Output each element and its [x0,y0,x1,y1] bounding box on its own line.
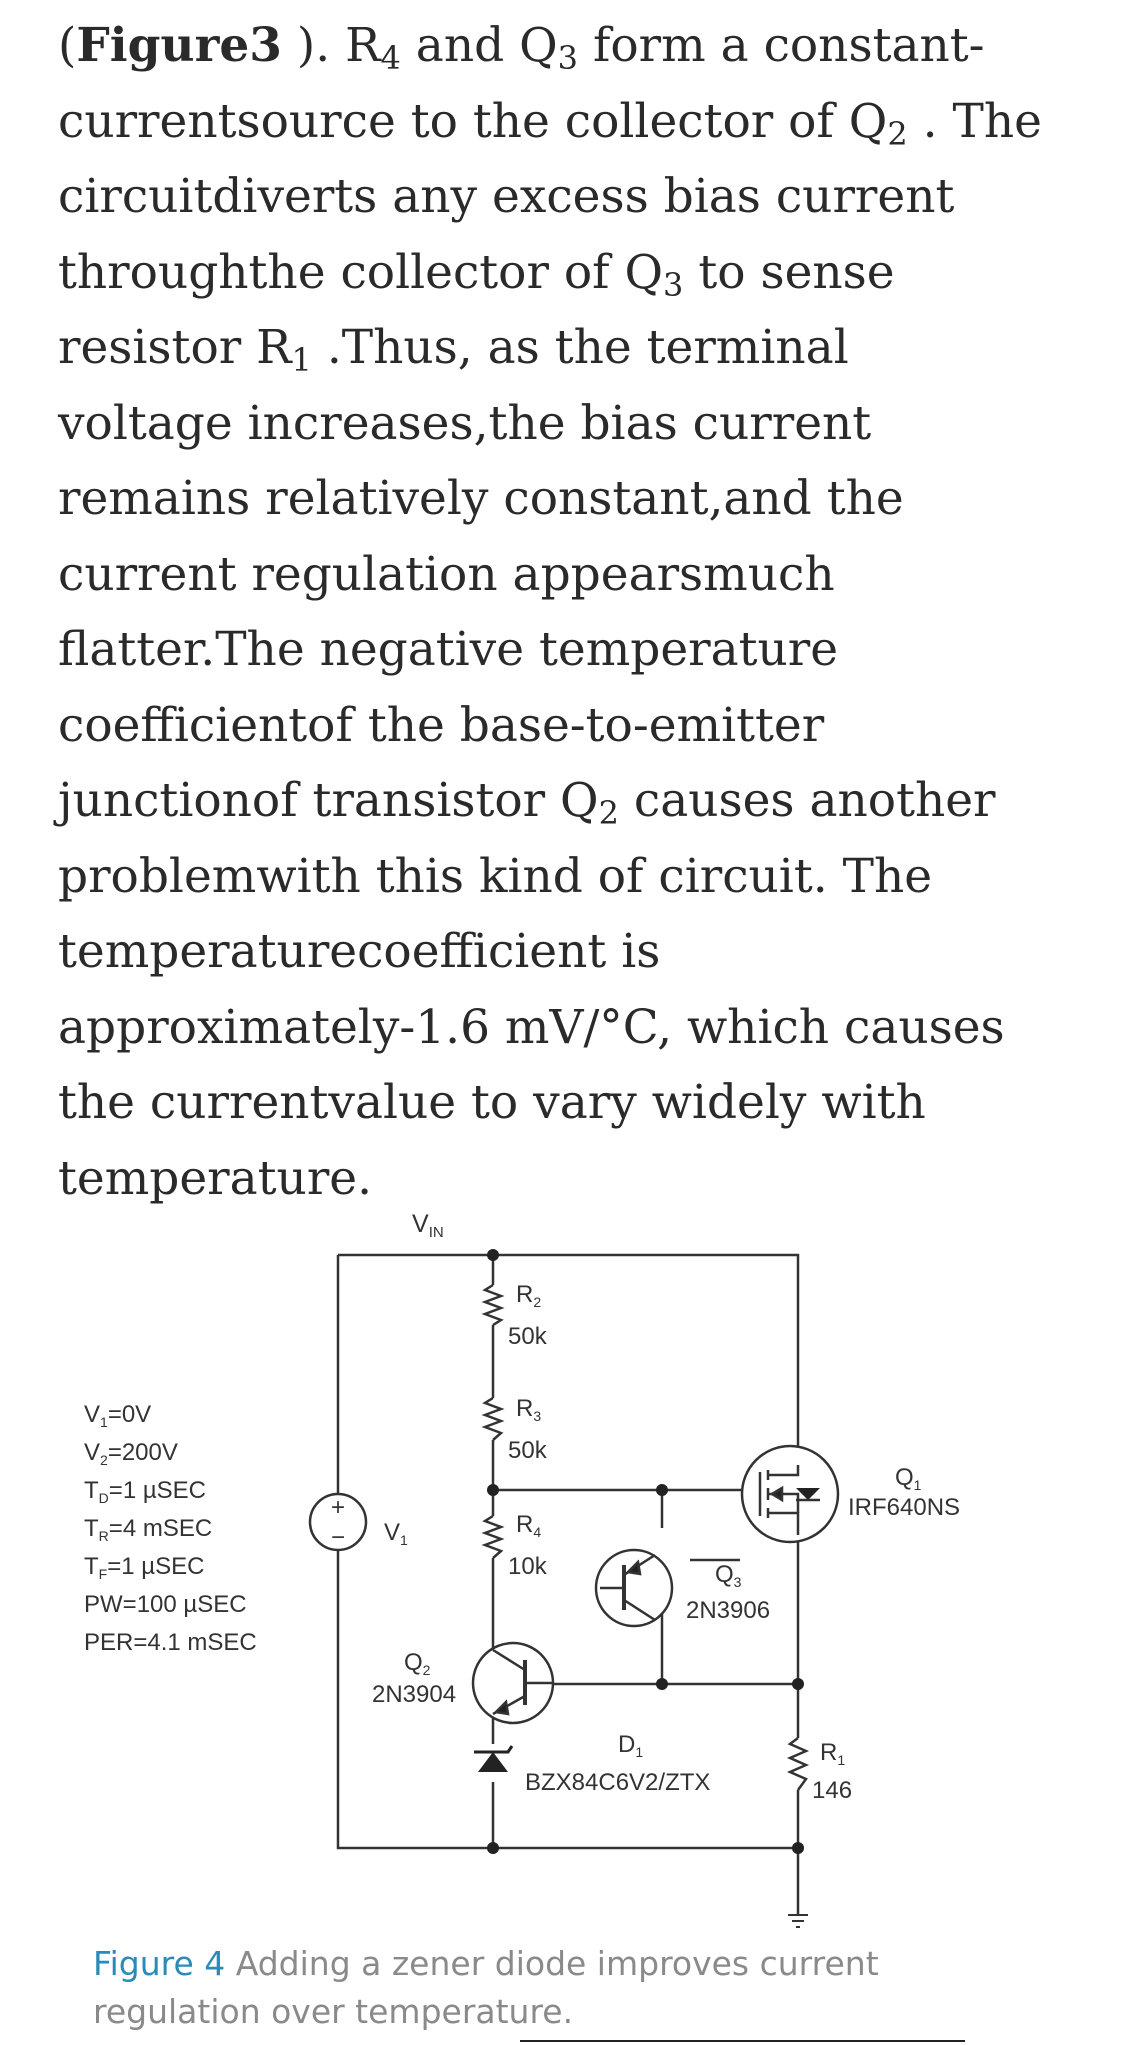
text-fragment: flatter.The negative temperature [58,622,839,677]
d1-zener-diode [474,1746,512,1772]
article-line [58,8,1088,84]
param-v1: $V_1=0V$ [84,1401,152,1430]
article-line [58,914,1088,990]
article-line [58,763,1088,839]
r1-label: $R_1$ [820,1739,846,1768]
text-fragment: form a constant- [578,18,985,73]
voltage-source [310,1494,366,1551]
article-line [58,386,1088,462]
subscript: 2 [598,793,619,832]
text-fragment: junctionof transistor Q [58,773,599,828]
article-line [58,310,1088,386]
article-line [58,1065,1088,1141]
param-td: $T_D=1$ µSEC [84,1477,207,1506]
article-line [58,235,1088,311]
article-line [58,159,1088,235]
r1-value: 146 [812,1777,853,1804]
r4-resistor [485,1516,501,1558]
text-fragment: throughthe collector of Q [58,244,664,300]
r3-resistor [485,1398,501,1440]
article-line [58,84,1088,160]
d1-label: $D_1$ [618,1731,644,1760]
text-fragment: . The [907,93,1042,149]
q3-part: 2N3906 [686,1597,771,1624]
divider-line [520,2040,965,2042]
q2-part: 2N3904 [372,1681,457,1708]
r4-label: $R_4$ [516,1511,542,1540]
param-pw: PW=100 µSEC [84,1591,247,1618]
param-tf: $T_F=1$ µSEC [84,1553,205,1582]
text-fragment: voltage increases,the bias current [58,395,872,451]
subscript: 1 [291,340,312,379]
r2-resistor [485,1285,501,1325]
q3-label: $Q_3$ [715,1561,742,1590]
article-line [58,990,1088,1066]
vin-label: $V_{IN}$ [412,1210,444,1241]
text-fragment: causes another [618,773,996,828]
text-fragment: problemwith this kind of circuit. The [58,848,933,904]
plus-sign: + [330,1494,346,1521]
q3-pnp-transistor [596,1550,672,1626]
text-fragment: ). R [281,18,381,73]
figure-reference: Figure3 [76,18,282,73]
source-parameters [84,1401,257,1656]
minus-sign: − [330,1524,346,1551]
article-line [58,537,1088,613]
figure-caption [93,1940,1093,2036]
text-fragment: approximately-1.6 mV/°C, which causes [58,999,1005,1055]
text-fragment: remains relatively constant,and the [58,471,904,526]
r2-value: 50k [508,1323,547,1350]
article-text [58,8,1088,1216]
circuit-schematic [0,1195,1125,1955]
q1-part: IRF640NS [848,1494,961,1521]
text-fragment: current regulation appearsmuch [58,546,835,602]
r1-resistor [790,1738,806,1790]
text-fragment: resistor R [58,320,292,375]
param-v2: $V_2=200V$ [84,1439,178,1468]
text-fragment: the currentvalue to vary widely with [58,1075,926,1130]
article-line [58,612,1088,688]
r2-label: $R_2$ [516,1281,542,1310]
text-fragment: .Thus, as the terminal [311,320,849,375]
v1-label: $V_1$ [384,1519,408,1548]
caption-figure-label: Figure 4 [93,1944,226,1983]
text-fragment: currentsource to the collector of Q [58,93,888,149]
article-line [58,461,1088,537]
text-fragment: ( [58,18,77,73]
ground-symbol [788,1915,808,1927]
r3-value: 50k [508,1437,547,1464]
text-fragment: to sense [683,244,895,300]
text-fragment: temperature. [58,1150,373,1206]
caption-text-line2: regulation over temperature. [93,1992,574,2031]
subscript: 3 [663,265,684,304]
q1-label: $Q_1$ [895,1464,922,1493]
article-line [58,839,1088,915]
q2-npn-transistor [473,1643,553,1723]
param-per: PER=4.1 mSEC [84,1629,257,1656]
text-fragment: coefficientof the base-to-emitter [58,697,825,753]
param-tr: $T_R=4$ mSEC [84,1515,213,1544]
text-fragment: and Q [400,18,558,73]
d1-part: BZX84C6V2/ZTX [525,1769,711,1796]
text-fragment: circuitdiverts any excess bias current [58,169,955,224]
caption-text-line1: Adding a zener diode improves current [225,1944,879,1983]
text-fragment: temperaturecoefficient is [58,924,661,979]
resistor-labels [508,1281,852,1804]
subscript: 4 [380,38,401,77]
article-line [58,688,1088,764]
q1-mosfet [742,1446,838,1542]
r3-label: $R_3$ [516,1395,542,1424]
q2-label: $Q_2$ [404,1649,431,1678]
subscript: 2 [887,114,908,153]
subscript: 3 [557,38,578,77]
r4-value: 10k [508,1553,547,1580]
semiconductor-labels [372,1464,960,1796]
